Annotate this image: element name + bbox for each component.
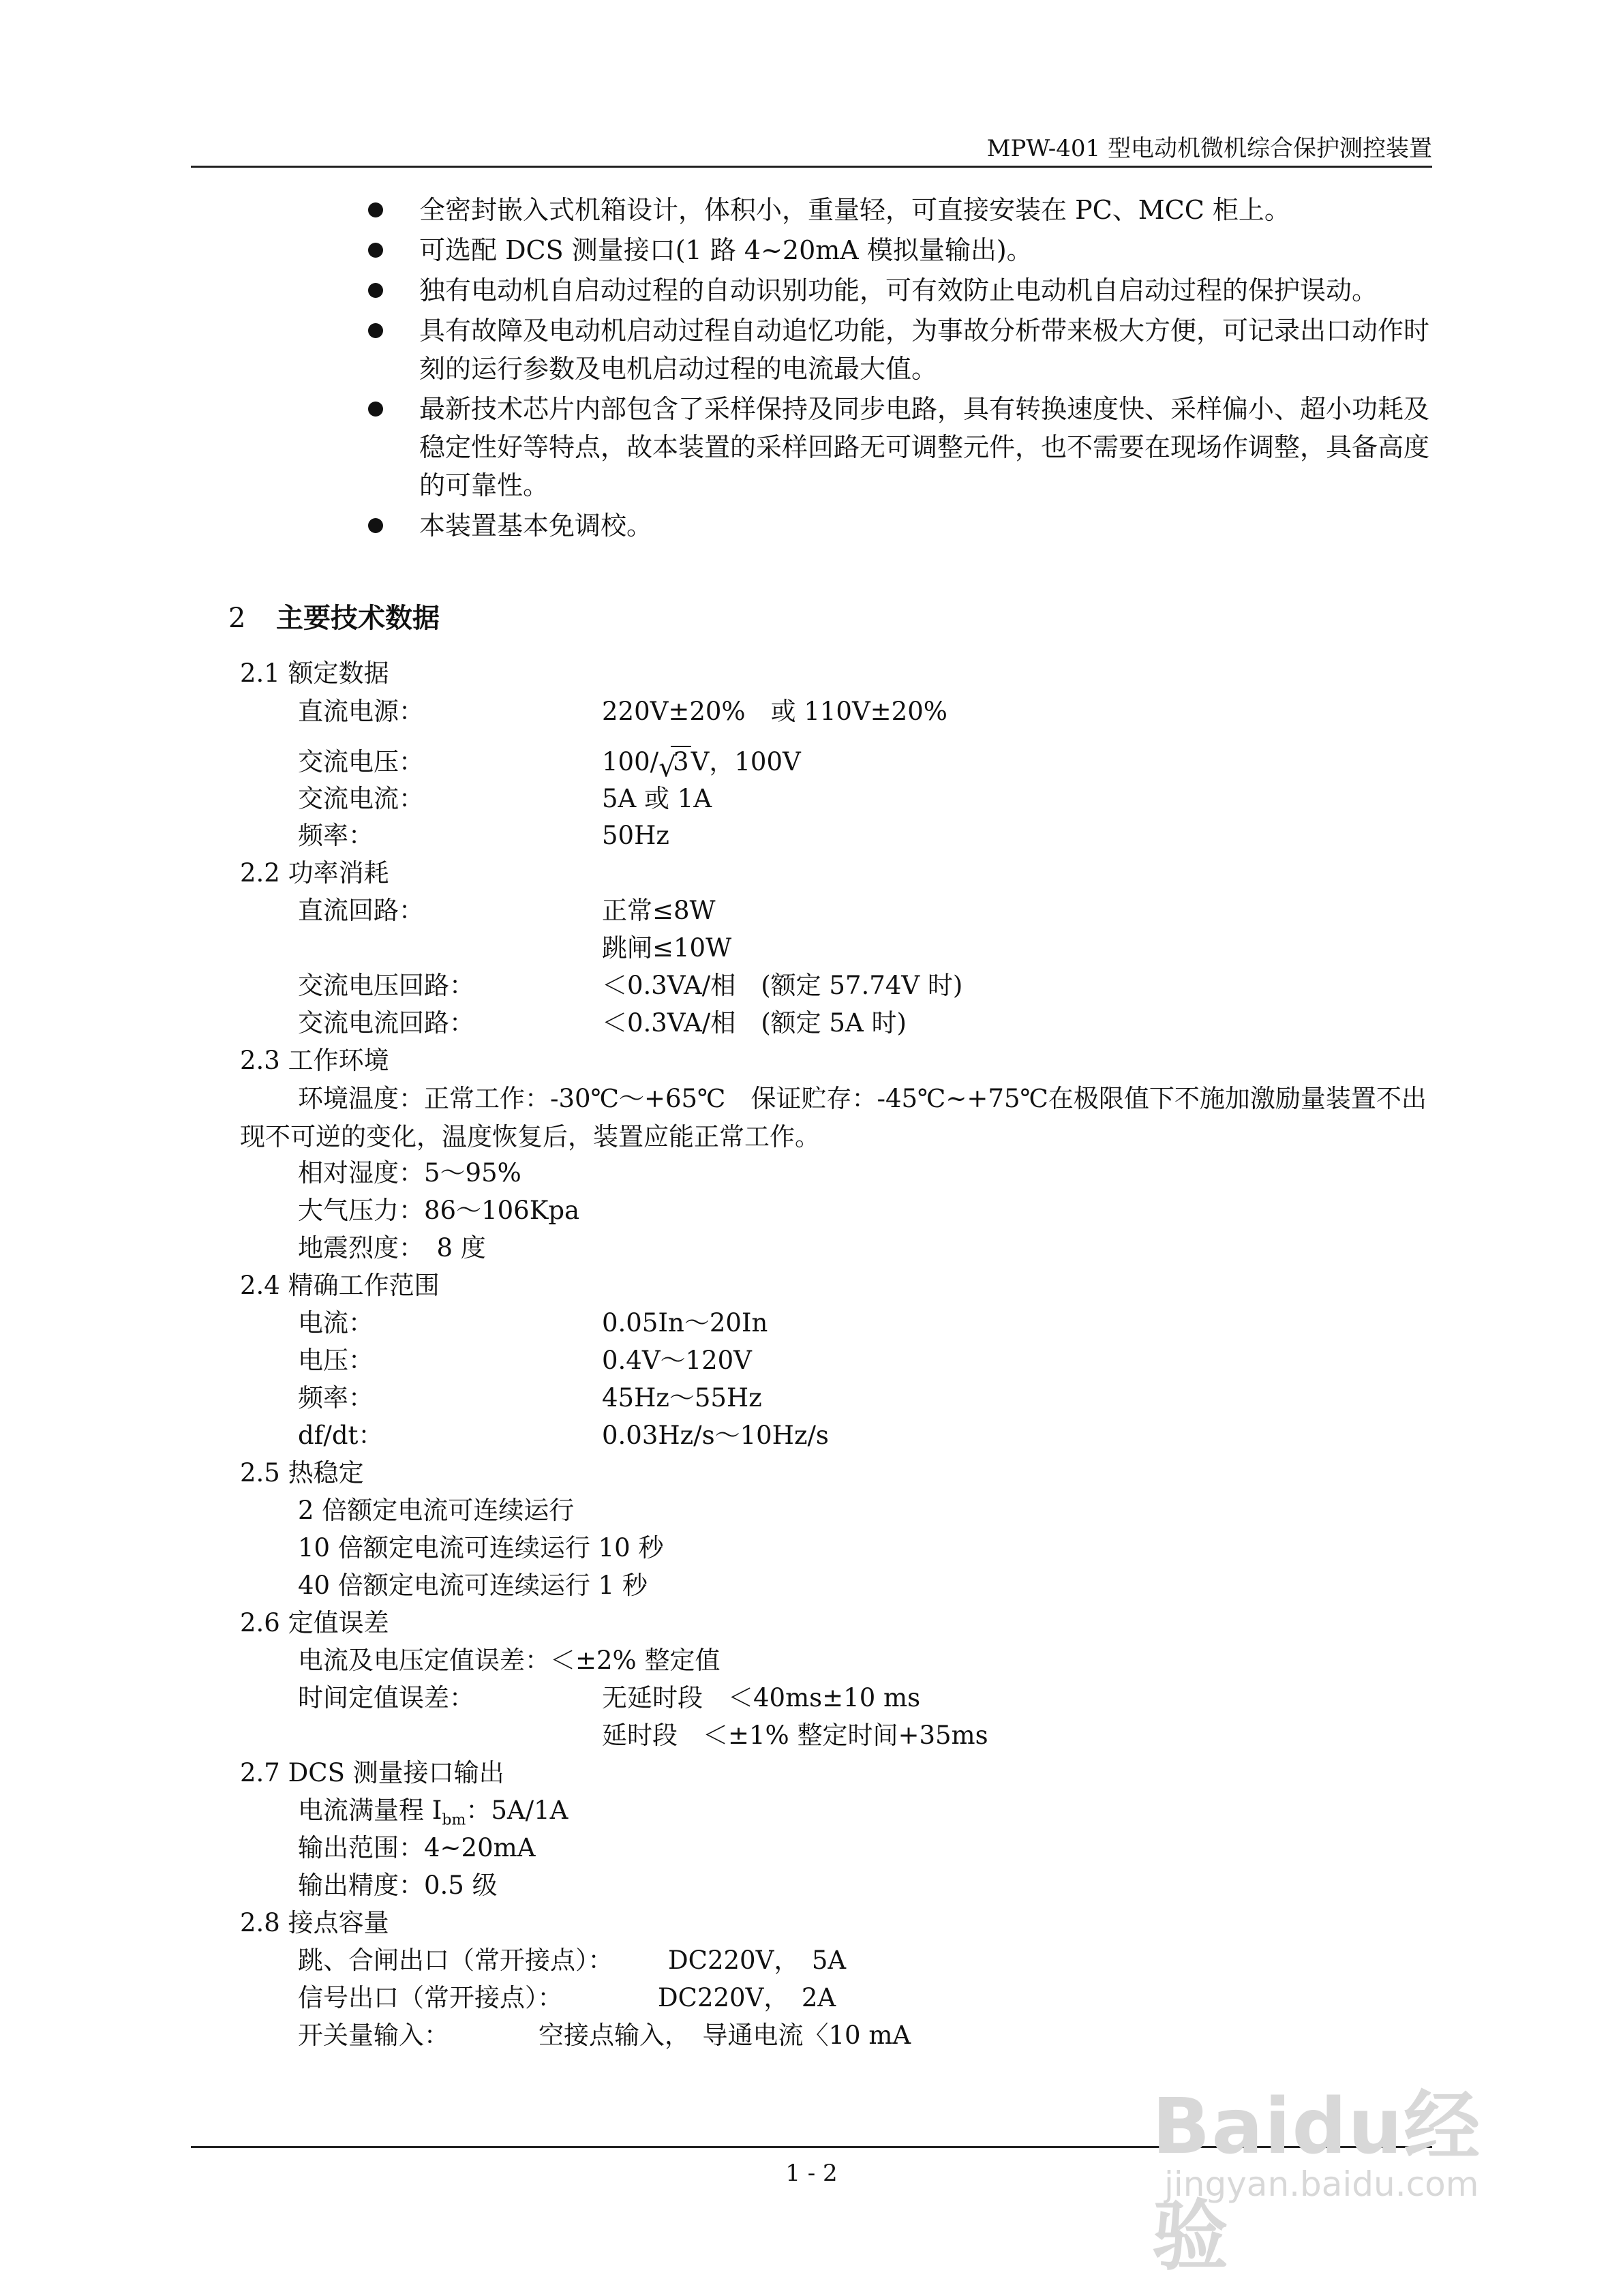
spec-line: 输出范围：4~20mA [298,1833,536,1862]
subsection-title: 2.7 DCS 测量接口输出 [240,1758,504,1787]
sqrt-expression: √ 3 [658,744,691,780]
spec-value: 空接点输入， 导通电流〈10 mA [539,2021,911,2050]
bullet-dot-icon [368,283,383,298]
spec-label: 直流回路： [298,896,424,925]
spec-label: df/dt： [298,1421,384,1450]
spec-line: 电流满量程 $I_{bm}$：5A/1A [298,1796,568,1829]
bullet-dot-icon [368,243,383,258]
spec-label: 交流电流： [298,784,424,813]
bullet-item: 可选配 DCS 测量接口(1 路 4~20mA 模拟量输出)。 [368,231,1431,269]
spec-value: 5A 或 1A [602,784,712,813]
bullet-item: 具有故障及电动机启动过程自动追忆功能，为事故分析带来极大方便，可记录出口动作时刻的运行参数及电机启动过程的电流最大值。 [368,312,1431,388]
spec-value: 220V±20% 或 110V±20% [602,697,947,726]
spec-line: 10 倍额定电流可连续运行 10 秒 [298,1533,664,1562]
spec-line: 地震烈度： 8 度 [298,1233,486,1263]
spec-line: 40 倍额定电流可连续运行 1 秒 [298,1571,648,1600]
subsection-title: 2.5 热稳定 [240,1458,364,1487]
spec-value: 0.05In～20In [602,1308,768,1338]
spec-label: 频率： [298,1383,374,1413]
spec-value: 无延时段 ＜40ms±10 ms [602,1683,921,1712]
subsection-title: 2.2 功率消耗 [240,858,389,888]
spec-label: 时间定值误差： [298,1683,474,1712]
bullet-item: 独有电动机自启动过程的自动识别功能，可有效防止电动机自启动过程的保护误动。 [368,271,1431,309]
subsection-title: 2.6 定值误差 [240,1608,389,1637]
spec-label: 直流电源： [298,697,424,726]
spec-value: 0.4V～120V [602,1346,752,1375]
baidu-jingyan-watermark [1152,2066,1506,2281]
section-title: 主要技术数据 [276,602,440,634]
spec-value: 正常≤8W [602,896,716,925]
section-heading [228,596,440,635]
subsection-title: 2.4 精确工作范围 [240,1271,440,1300]
bullet-dot-icon [368,323,383,338]
temperature-paragraph: 环境温度：正常工作：-30℃～+65℃ 保证贮存：-45℃~+75℃在极限值下不施加激励量装置不出现不可逆的变化，温度恢复后，装置应能正常工作。 [240,1084,1427,1151]
spec-label: 信号出口（常开接点）： [298,1983,563,2012]
spec-value: ＜0.3VA/相 (额定 57.74V 时) [602,971,963,1000]
spec-label: 跳、合闸出口（常开接点）： [298,1946,613,1975]
section-number: 2 [228,603,246,634]
feature-bullet-list [368,191,1431,547]
bullet-dot-icon [368,402,383,417]
spec-line: 2 倍额定电流可连续运行 [298,1496,575,1525]
spec-label: 开关量输入： [298,2021,449,2050]
header-title: MPW-401 型电动机微机综合保护测控装置 [986,135,1432,162]
watermark-logo: Baidu经验 [1152,2083,1482,2281]
bullet-dot-icon [368,202,383,217]
spec-label: 电流： [298,1308,374,1338]
bullet-item: 最新技术芯片内部包含了采样保持及同步电路，具有转换速度快、采样偏小、超小功耗及稳定性好等特点，故本装置的采样回路无可调整元件，也不需要在现场作调整，具备高度的可靠性。 [368,390,1431,504]
spec-line: 输出精度：0.5 级 [298,1871,498,1900]
spec-value: 50Hz [602,821,669,850]
header-rule [191,166,1432,168]
spec-label: 交流电压回路： [298,971,474,1000]
spec-label: 交流电流回路： [298,1008,474,1038]
bullet-item: 全密封嵌入式机箱设计，体积小，重量轻，可直接安装在 PC、MCC 柜上。 [368,191,1431,229]
spec-label: 频率： [298,821,374,850]
spec-value: DC220V， 5A [668,1946,847,1975]
spec-value: 延时段 ＜±1% 整定时间+35ms [602,1721,988,1750]
page-number: 1 - 2 [785,2160,838,2187]
bullet-item: 本装置基本免调校。 [368,507,1431,545]
subsection-title: 2.3 工作环境 [240,1046,389,1075]
spec-line: 大气压力：86～106Kpa [298,1196,580,1225]
spec-value: 0.03Hz/s～10Hz/s [602,1421,829,1450]
bullet-dot-icon [368,518,383,533]
subsection-title: 2.8 接点容量 [240,1908,389,1937]
spec-value: DC220V， 2A [658,1983,836,2012]
subsection-title: 2.1 额定数据 [240,659,389,688]
spec-line: 电流及电压定值误差：＜±2% 整定值 [298,1646,721,1675]
watermark-url: jingyan.baidu.com [1164,2164,1479,2204]
spec-line: 相对湿度：5～95% [298,1158,521,1188]
spec-value: 跳闸≤10W [602,933,732,963]
spec-label: 交流电压： [298,747,424,776]
radical-icon: √ [658,752,676,783]
spec-value: 100/ √ 3V，100V [602,744,801,780]
spec-label: 电压： [298,1346,374,1375]
spec-value: ＜0.3VA/相 (额定 5A 时) [602,1008,907,1038]
spec-value: 45Hz～55Hz [602,1383,762,1413]
